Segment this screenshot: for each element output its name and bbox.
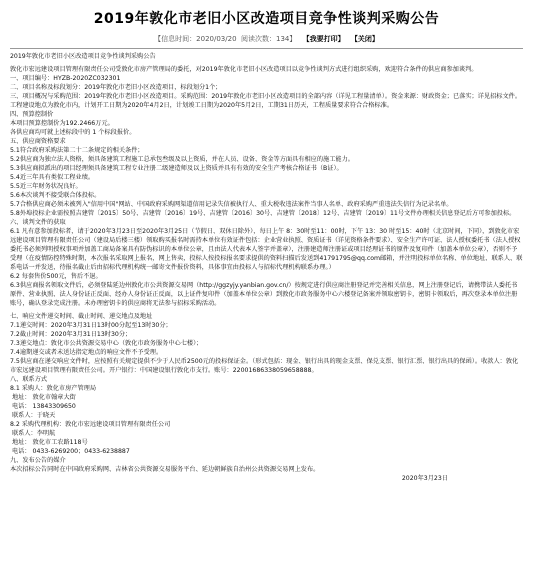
contact-item: 地址： 敦化市工农路118号 bbox=[12, 439, 88, 446]
qualification-item: 5.6本次谈判不接受联合体投标。 bbox=[10, 192, 101, 199]
documents-item: 6.2 每套售价500元，售后不退。 bbox=[10, 273, 102, 280]
intro-paragraph: 敦化市宏远建设项目管理有限责任公司受敦化市房产管理局的委托，对2019年敦化市老旧小区改造项目以竞争性谈判方式进行组织采购，欢迎符合条件的供应商参加谈判。 bbox=[10, 66, 478, 73]
section-heading-media: 九、发布公告的媒介 bbox=[10, 457, 66, 464]
project-overview: 三、项目概况与采购范围：2019年敦化市老旧小区改造项目。采购范围：2019年敦化市老旧小区改造项目的全部内容（详见工程量清单）。资金来源：财政资金；已落实；详见招标文件。工程建设地点为敦化市内，计划开工日期为2020年4月2日，计划竣工日期为2020年5月2日，工期31日历天，工程质量要求符合合格标准。 bbox=[10, 93, 522, 109]
info-time-label: 【信息时间： bbox=[154, 35, 197, 43]
qualification-item: 5.2供应商为独立法人资格，须具备建筑工程施工总承包叁级及以上资质，并在人员、设备、资金等方面具有相应的施工能力。 bbox=[10, 156, 354, 163]
contact-item: 联系人：李明航 bbox=[12, 430, 56, 437]
contact-item: 地址： 敦化市翰章大街 bbox=[12, 394, 76, 401]
sub-title: 2019年敦化市老旧小区改造项目竞争性谈判采购公告 bbox=[10, 53, 156, 60]
qualification-item: 5.4近三年具有类似工程业绩。 bbox=[10, 174, 95, 181]
documents-item: 6.3供应商报名领取文件后，必须登陆延边州敦化市公共资源交易网（http://ggzyjy.yanbian.gov.cn/）按规定进行供应商注册登记并完善相关信息，网上注册登记后，请携带法人委托书原件、营业执照、法人身份证正反面、经办人身份证正反面，以上证件复印件（加盖本单位公章）到敦化市政务服务中心六楼登记备案并领取密钥卡，密钥卡领取后，再次登录本单位注册账号，确认登录完成注册。未办理密钥卡的供应商将无法参与招标采购活动。 bbox=[10, 282, 518, 307]
views-label: 阅读次数： bbox=[240, 35, 276, 43]
submission-item: 7.1递交时间：2020年3月31日13时00分起至13时30分； bbox=[10, 322, 172, 329]
documents-item: 6.1 凡有意参加投标者，请于2020年3月23日至2020年3月25日（节假日、双休日除外），每日上午 8：30时至11：00时，下午 13：30 时至15：40时（北京时间，下同），到敦化市宏远建设项目管理有限责任公司（建设局后楼三楼）领取购买报名时需持本单位有效证件包括：企业营业执照、资质证书（详见资格条件要求）、安全生产许可证、法人授权委托书（法人授权委托书必须列明授权事项并加盖工商局备案具有防伪标识的本单位公章，且由法人代表本人签字并盖章），注册建造师注册证或项目经理证书的原件及复印件（加盖本单位公章），否则不予受理（在疫情防控特殊时期，本次报名采取网上报名，网上售卖，投标人按投标报名要求提供的资料扫描后发送到41791795@qq.com邮箱，并注明投标单位名称、单位地址、联系人、联系电话一并发送，待报名截止后由招标代理机构统一邮寄文件报价资料，具体事宜由投标人与招标代理机构联系办理。） bbox=[10, 228, 523, 271]
contact-item: 8.2 采购代理机构：敦化市宏远建设项目管理有限责任公司 bbox=[10, 421, 171, 428]
info-time: 2020/03/20 bbox=[196, 35, 237, 43]
media-text: 本次招标公告同时在中国政府采购网、吉林省公共资源交易服务平台、延边朝鲜族自治州公共资源交易网上发布。 bbox=[10, 466, 320, 473]
contact-item: 电话： 0433-6269200；0433-6238887 bbox=[12, 448, 130, 455]
page-title: 2019年敦化市老旧小区改造项目竞争性谈判采购公告 bbox=[93, 11, 440, 27]
section-heading-budget: 四、预算控制价 bbox=[10, 111, 54, 118]
submission-item: 7.2截止时间：2020年3月31日13时30分； bbox=[10, 331, 132, 338]
contact-item: 电话： 13843309650 bbox=[12, 403, 76, 410]
meta-bar: 【信息时间：2020/03/20 阅读次数：134】 【我要打印】 【关闭】 bbox=[10, 34, 523, 49]
budget-text: 本项目预算控制价为192.2466万元。 bbox=[10, 120, 114, 127]
section-heading-qualification: 五、供应商资格要求 bbox=[10, 138, 66, 145]
submission-item: 7.5供应商在递交响应文件时，应按照有关规定提供不少于人民币2500元的投标保证金。（形式包括：现金、银行出具的现金支票、保兑支票、银行汇票、银行出具的保函）。收款人：敦化市宏远建设项目管理有限责任公司。开户银行：中国建设银行敦化市支行。账号：22001686338059658888。 bbox=[10, 358, 519, 374]
section-heading-contact: 八、联系方式 bbox=[10, 376, 48, 383]
project-name: 二、项目名称及标段划分：2019年敦化市老旧小区改造项目，标段划分1个； bbox=[10, 84, 222, 91]
qualification-item: 5.3供应商拟派出的项目经理须具备建筑工程专业注册二级建造师及以上资质并具有有效的安全生产考核合格证书（B证）。 bbox=[10, 165, 343, 172]
print-link[interactable]: 【我要打印】 bbox=[302, 35, 345, 43]
submission-item: 7.4逾期递交或者未送达指定地点的响应文件不予受理。 bbox=[10, 349, 163, 356]
close-link[interactable]: 【关闭】 bbox=[350, 35, 379, 43]
qualification-item: 5.7合格供应商必须未被列入"信用中国"网站、中国政府采购网渠道信用记录失信被执行人、重大税收违法案件当事人名单、政府采购严重违法失信行为记录名单。 bbox=[10, 201, 453, 208]
bid-scope-text: 各供应商均可就上述标段中的 1 个标段报价。 bbox=[10, 129, 136, 136]
date-signature: 2020年3月23日 bbox=[401, 475, 448, 482]
view-count: 134 bbox=[275, 35, 290, 43]
announcement-body bbox=[10, 52, 523, 483]
section-heading-submission: 七、响应文件递交时间、截止时间、递交地点及地址 bbox=[10, 313, 153, 320]
qualification-item: 5.8外埠投标企业需按照吉建管〔2015〕50号、吉建管〔2016〕19号、吉建管〔2016〕30号、吉建管〔2018〕12号、吉建管〔2019〕11号文件办理相关信息登记后方可参加投标。 bbox=[10, 210, 516, 217]
project-number: 一、项目编号：HYZB-2020ZC032301 bbox=[10, 75, 121, 82]
qualification-item: 5.1符合政府采购法第二十二条规定的相关条件； bbox=[10, 147, 144, 154]
submission-item: 7.3递交地点：敦化市公共资源交易中心（敦化市政务服务中心七楼）； bbox=[10, 340, 203, 347]
qualification-item: 5.5近三年财务状况良好。 bbox=[10, 183, 82, 190]
contact-item: 联系人：于晓天 bbox=[12, 412, 56, 419]
section-heading-documents: 六、谈判文件的获取 bbox=[10, 219, 66, 226]
contact-item: 8.1 采购人：敦化市房产管理局 bbox=[10, 385, 97, 392]
